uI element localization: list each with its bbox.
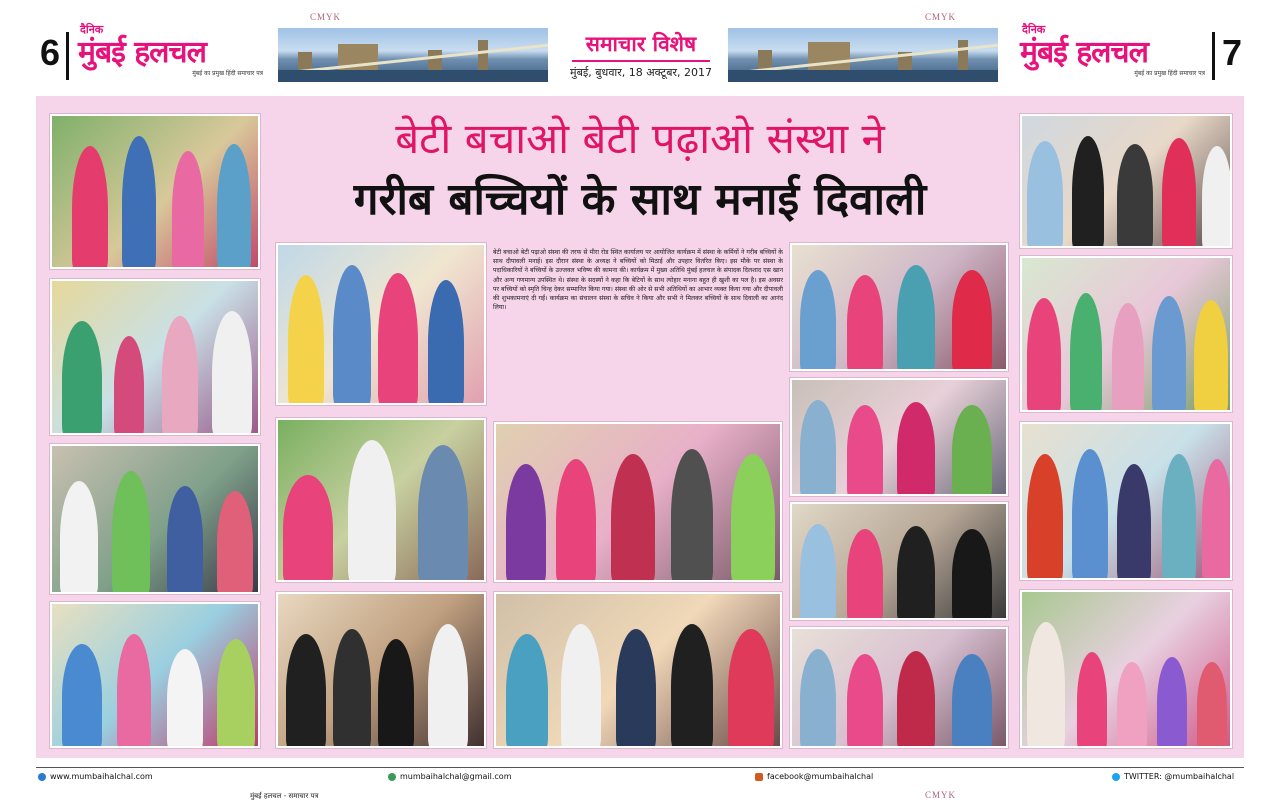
article-body: बेटी बचाओ बेटी पढ़ाओ संस्था की तरफ से मीरा रोड स्थित कार्यालय पर आयोजित कार्यक्रम में संस्था के कर्मियों ने गरीब बच्चियों के साथ दीपावली मनाई। इस दौरान संस्था के अध्यक्ष ने बच्चियों को मिठाई और उपहार वितरित किए। इस मौके पर संस्था के पदाधिकारियों ने बच्चियों के उज्जवल भविष्य की कामना की। कार्यक्रम में मुख्य अतिथि मुंबई हलचल के संपादक दिलशाद एस खान और अन्य गणमान्य उपस्थित थे। संस्था के सदस्यों ने कहा कि बेटियों के साथ त्योहार मनाना बहुत ही खुशी का पल है। इस अवसर पर बच्चियों को स्मृति चिन्ह देकर सम्मानित किया गया। संस्था की ओर से सभी अतिथियों का आभार व्यक्त किया गया और दीपावली की शुभकामनाएं दी गईं। कार्यक्रम का संचालन संस्था के सचिव ने किया और सभी ने मिलकर बच्चियों के साथ दिवाली का आनंद लिया।: [493, 249, 783, 312]
twitter-icon: [1112, 773, 1120, 781]
section-title: समाचार विशेष: [585, 32, 697, 56]
photo: [276, 592, 486, 748]
left-masthead-logo: [78, 24, 263, 86]
photo: [1020, 256, 1232, 412]
footer-facebook[interactable]: [755, 772, 873, 781]
right-masthead-logo: [1020, 24, 1205, 86]
photo: [1020, 114, 1232, 248]
section-title-underline: [572, 60, 710, 62]
photo: [790, 243, 1008, 371]
headline-line-1: बेटी बचाओ बेटी पढ़ाओ संस्था ने: [395, 114, 885, 163]
date-line: मुंबई, बुधवार, 18 अक्टूबर, 2017: [570, 66, 712, 79]
left-page-number: 6: [40, 32, 61, 73]
logo-main-text: मुंबई हलचल: [78, 35, 206, 70]
logo-sub-text: मुंबई का प्रमुख हिंदी समाचार पत्र: [1134, 70, 1205, 77]
logo-sub-text: मुंबई का प्रमुख हिंदी समाचार पत्र: [192, 70, 263, 77]
left-divider: [66, 32, 69, 80]
right-skyline-banner: [728, 28, 998, 82]
cmyk-mark-right: CMYK: [925, 12, 957, 22]
email-text: mumbaihalchal@gmail.com: [400, 772, 512, 781]
email-icon: [388, 773, 396, 781]
logo-top-text: दैनिक: [80, 23, 104, 36]
globe-icon: [38, 773, 46, 781]
photo: [276, 418, 486, 582]
footer-twitter[interactable]: [1112, 772, 1234, 781]
footer-website[interactable]: [38, 772, 153, 781]
photo: [1020, 422, 1232, 580]
photo: [494, 422, 782, 582]
bottom-note: मुंबई हलचल - समाचार पत्र: [250, 792, 319, 800]
photo: [790, 378, 1008, 496]
photo: [50, 602, 260, 748]
photo: [276, 243, 486, 405]
cmyk-mark: CMYK: [310, 12, 342, 22]
left-skyline-banner: [278, 28, 548, 82]
photo: [1020, 590, 1232, 748]
right-page-number: 7: [1222, 32, 1243, 73]
photo: [50, 114, 260, 269]
logo-main-text: मुंबई हलचल: [1020, 35, 1148, 70]
footer-divider: [36, 767, 1244, 768]
cmyk-mark-bottom: CMYK: [925, 790, 957, 800]
photo: [790, 502, 1008, 620]
section-header: [566, 30, 716, 80]
website-text: www.mumbaihalchal.com: [50, 772, 153, 781]
photo: [50, 279, 260, 435]
photo: [50, 444, 260, 594]
facebook-icon: [755, 773, 763, 781]
headline-line-2: गरीब बच्चियों के साथ मनाई दिवाली: [353, 174, 927, 225]
footer-email[interactable]: [388, 772, 512, 781]
logo-top-text: दैनिक: [1022, 23, 1046, 36]
twitter-text: TWITTER: @mumbaihalchal: [1124, 772, 1235, 781]
facebook-text: facebook@mumbaihalchal: [767, 772, 874, 781]
photo: [790, 627, 1008, 748]
right-divider: [1212, 32, 1215, 80]
photo: [494, 592, 782, 748]
